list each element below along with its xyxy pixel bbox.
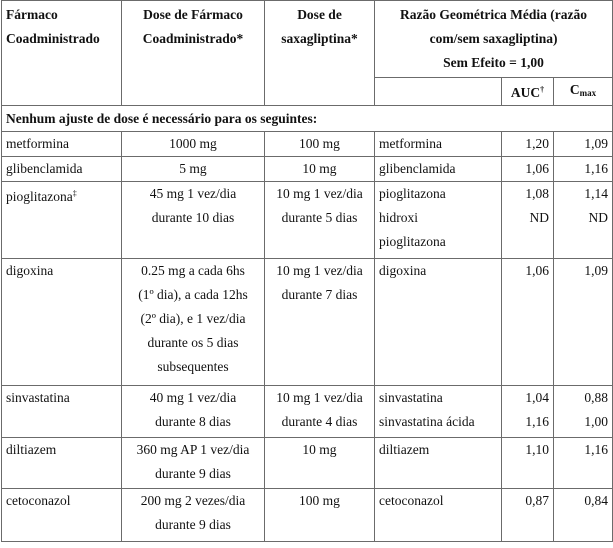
table-row <box>2 182 613 259</box>
analyte-cell-line: diltiazem <box>379 442 430 457</box>
header-text: Dose de Fármaco <box>143 7 243 22</box>
cmax-cell <box>554 489 613 542</box>
drug-name-cell <box>2 489 122 542</box>
coadministered-dose-cell <box>122 259 265 386</box>
saxagliptin-dose-cell-line: durante 5 dias <box>281 210 358 225</box>
coadministered-dose-cell <box>122 182 265 259</box>
cmax-cell <box>554 132 613 157</box>
header-text: Dose de <box>297 7 342 22</box>
table-row <box>2 489 613 542</box>
analyte-cell <box>375 157 502 182</box>
coadministered-dose-cell-line: 0.25 mg a cada 6hs <box>141 263 245 278</box>
coadministered-dose-cell <box>122 489 265 542</box>
cmax-cell-line: 1,16 <box>584 442 609 457</box>
drug-name: digoxina <box>6 263 54 278</box>
analyte-cell <box>375 182 502 259</box>
analyte-cell-line: hidroxi <box>379 210 418 225</box>
header-geometric-mean-ratio <box>375 1 613 78</box>
drug-name-cell <box>2 259 122 386</box>
coadministered-dose-cell-line: durante 8 dias <box>155 414 231 429</box>
header-text: Sem Efeito = 1,00 <box>443 55 544 70</box>
table-row <box>2 157 613 182</box>
saxagliptin-dose-cell-line: 10 mg <box>302 161 337 176</box>
saxagliptin-dose-cell-line: durante 4 dias <box>281 414 358 429</box>
drug-interaction-table <box>1 0 613 542</box>
auc-label: AUC <box>510 85 541 100</box>
auc-cell <box>502 438 554 489</box>
auc-cell <box>502 489 554 542</box>
cmax-cell-line: 1,00 <box>584 414 609 429</box>
header-analyte-blank <box>375 78 502 106</box>
auc-cell <box>502 182 554 259</box>
auc-cell-line: 1,10 <box>525 442 549 457</box>
auc-cell-line: 1,04 <box>525 390 549 405</box>
cmax-cell <box>554 157 613 182</box>
saxagliptin-dose-cell <box>265 157 375 182</box>
auc-cell-line: ND <box>529 210 549 225</box>
drug-name: diltiazem <box>6 442 57 457</box>
cmax-cell-line: 1,09 <box>584 263 609 278</box>
saxagliptin-dose-cell-line: 100 mg <box>299 493 340 508</box>
coadministered-dose-cell <box>122 157 265 182</box>
analyte-cell-line: sinvastatina <box>379 390 443 405</box>
header-text: Razão Geométrica Média (razão <box>399 7 588 22</box>
header-row <box>2 1 613 78</box>
coadministered-dose-cell-line: 40 mg 1 vez/dia <box>149 390 237 405</box>
table-row <box>2 259 613 386</box>
cmax-cell-line: 0,88 <box>584 390 609 405</box>
header-text: saxagliptina* <box>281 31 358 46</box>
coadministered-dose-cell-line: 200 mg 2 vezes/dia <box>140 493 246 508</box>
saxagliptin-dose-cell <box>265 132 375 157</box>
auc-cell-line: 1,06 <box>525 263 549 278</box>
analyte-cell-line: sinvastatina ácida <box>379 414 475 429</box>
drug-name: metformina <box>6 136 69 151</box>
drug-name: sinvastatina <box>6 390 70 405</box>
coadministered-dose-cell <box>122 132 265 157</box>
auc-cell <box>502 386 554 438</box>
saxagliptin-dose-cell <box>265 386 375 438</box>
coadministered-dose-cell-line: 360 mg AP 1 vez/dia <box>136 442 250 457</box>
table-row <box>2 438 613 489</box>
auc-cell-line: 1,20 <box>525 136 549 151</box>
auc-cell-line: 1,06 <box>525 161 549 176</box>
header-text: Coadministrado <box>6 31 100 46</box>
table-row <box>2 386 613 438</box>
drug-name: pioglitazona <box>6 189 73 204</box>
cmax-cell <box>554 438 613 489</box>
analyte-cell <box>375 132 502 157</box>
saxagliptin-dose-cell-line: 10 mg 1 vez/dia <box>276 263 363 278</box>
auc-cell-line: 1,08 <box>525 186 549 201</box>
drug-name-cell <box>2 438 122 489</box>
drug-name-cell <box>2 386 122 438</box>
drug-name-cell <box>2 132 122 157</box>
cmax-cell-line: 1,16 <box>584 161 609 176</box>
section-title: Nenhum ajuste de dose é necessário para os seguintes: <box>2 106 613 132</box>
table-row <box>2 132 613 157</box>
coadministered-dose-cell-line: 45 mg 1 vez/dia <box>149 186 237 201</box>
saxagliptin-dose-cell <box>265 259 375 386</box>
drug-name-cell <box>2 157 122 182</box>
cmax-cell <box>554 386 613 438</box>
coadministered-dose-cell-line: (2º dia), e 1 vez/dia <box>140 311 246 326</box>
drug-name-cell <box>2 182 122 259</box>
analyte-cell-line: metformina <box>379 136 442 151</box>
analyte-cell <box>375 386 502 438</box>
header-auc <box>502 78 554 106</box>
header-cmax <box>554 78 613 106</box>
cmax-cell-line: 0,84 <box>584 493 609 508</box>
footnote-mark: ‡ <box>72 189 77 198</box>
header-text: com/sem saxagliptina) <box>429 31 558 46</box>
auc-cell <box>502 157 554 182</box>
cmax-cell-line: 1,09 <box>584 136 609 151</box>
drug-name: glibenclamida <box>6 161 83 176</box>
drug-name: cetoconazol <box>6 493 71 508</box>
coadministered-dose-cell-line: durante os 5 dias <box>147 335 239 350</box>
header-text: Fármaco <box>6 7 58 22</box>
auc-cell <box>502 132 554 157</box>
auc-dagger: † <box>540 85 545 94</box>
cmax-cell-line: ND <box>588 210 609 225</box>
coadministered-dose-cell-line: durante 10 dias <box>151 210 235 225</box>
coadministered-dose-cell <box>122 386 265 438</box>
saxagliptin-dose-cell-line: 10 mg <box>302 442 337 457</box>
coadministered-dose-cell <box>122 438 265 489</box>
header-text: Coadministrado* <box>142 31 244 46</box>
analyte-cell-line: pioglitazona <box>379 186 446 201</box>
coadministered-dose-cell-line: durante 9 dias <box>155 466 231 481</box>
analyte-cell <box>375 438 502 489</box>
coadministered-dose-cell-line: 5 mg <box>179 161 207 176</box>
coadministered-dose-cell-line: (1º dia), a cada 12hs <box>138 287 248 302</box>
table-body <box>2 132 613 542</box>
auc-cell <box>502 259 554 386</box>
header-coadministered-drug <box>2 1 122 106</box>
cmax-subscript: max <box>579 88 597 98</box>
coadministered-dose-cell-line: durante 9 dias <box>155 517 231 532</box>
cmax-cell-line: 1,14 <box>584 186 609 201</box>
header-saxagliptin-dose <box>265 1 375 106</box>
coadministered-dose-cell-line: subsequentes <box>157 359 229 374</box>
section-row <box>2 106 613 132</box>
coadministered-dose-cell-line: 1000 mg <box>169 136 217 151</box>
analyte-cell <box>375 259 502 386</box>
saxagliptin-dose-cell <box>265 489 375 542</box>
cmax-cell <box>554 182 613 259</box>
saxagliptin-dose-cell-line: 10 mg 1 vez/dia <box>276 390 363 405</box>
cmax-cell <box>554 259 613 386</box>
header-coadministered-dose <box>122 1 265 106</box>
saxagliptin-dose-cell-line: durante 7 dias <box>281 287 358 302</box>
cmax-label: C <box>569 82 580 97</box>
saxagliptin-dose-cell-line: 10 mg 1 vez/dia <box>276 186 363 201</box>
analyte-cell-line: cetoconazol <box>379 493 444 508</box>
analyte-cell <box>375 489 502 542</box>
auc-cell-line: 0,87 <box>525 493 549 508</box>
saxagliptin-dose-cell-line: 100 mg <box>299 136 340 151</box>
auc-cell-line: 1,16 <box>525 414 549 429</box>
analyte-cell-line: pioglitazona <box>379 234 446 249</box>
saxagliptin-dose-cell <box>265 438 375 489</box>
saxagliptin-dose-cell <box>265 182 375 259</box>
analyte-cell-line: digoxina <box>379 263 427 278</box>
analyte-cell-line: glibenclamida <box>379 161 456 176</box>
